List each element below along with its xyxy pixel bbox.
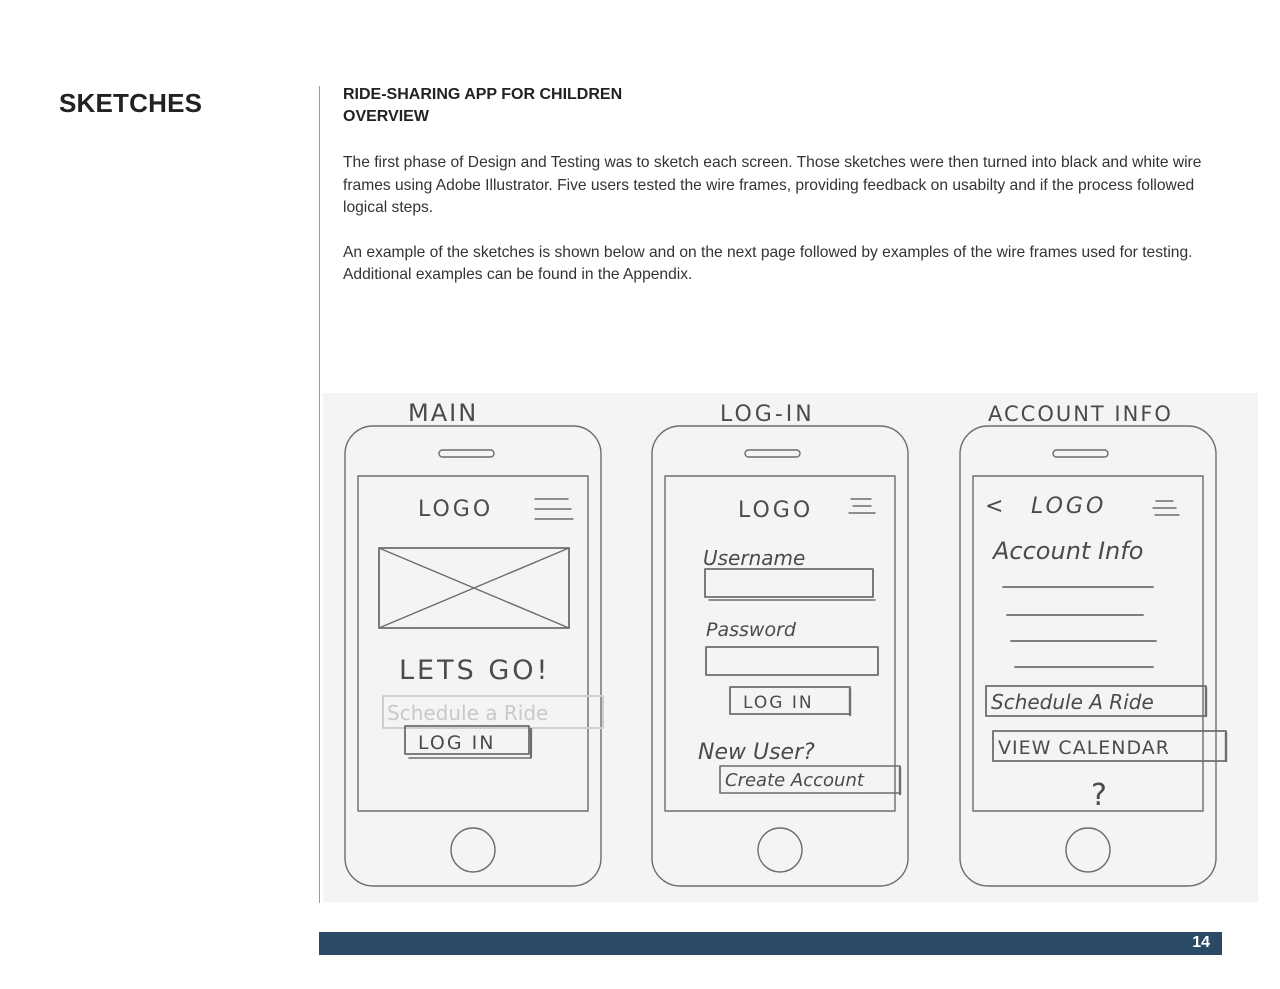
page-header bbox=[343, 84, 622, 128]
account-logo: LOGO bbox=[1031, 494, 1107, 519]
login-button-label: LOG IN bbox=[743, 693, 814, 713]
account-label: ACCOUNT INFO bbox=[988, 402, 1173, 426]
main-faded-text: Schedule a Ride bbox=[387, 701, 549, 725]
main-login-label: LOG IN bbox=[418, 732, 496, 754]
main-cta: LETS GO! bbox=[399, 655, 551, 686]
section-title: SKETCHES bbox=[59, 88, 203, 118]
vertical-divider bbox=[319, 86, 320, 903]
new-user-text: New User? bbox=[698, 740, 815, 765]
paragraph-1: The first phase of Design and Testing was to sketch each screen. Those sketches were then turned into black and white wire frames using Adobe Illustrator. Five users tested the wire frames, providing feedback on usabilty and if the process followed logical steps. bbox=[343, 154, 1202, 217]
back-chevron: < bbox=[985, 494, 1004, 519]
login-label: LOG-IN bbox=[720, 402, 815, 427]
sketch-image bbox=[323, 393, 1258, 902]
schedule-ride-label: Schedule A Ride bbox=[991, 690, 1154, 714]
overview-text bbox=[343, 152, 1213, 309]
main-label: MAIN bbox=[408, 399, 479, 427]
page-number: 14 bbox=[1192, 934, 1210, 951]
paragraph-2: An example of the sketches is shown below and on the next page followed by examples of the wire frames used for testing. Additional examples can be found in the Appendix. bbox=[343, 243, 1193, 284]
main-logo: LOGO bbox=[418, 497, 494, 522]
phone-login bbox=[652, 426, 908, 886]
account-heading: Account Info bbox=[993, 537, 1144, 565]
create-account-label: Create Account bbox=[725, 770, 864, 791]
header-title: RIDE-SHARING APP FOR CHILDREN bbox=[343, 86, 623, 103]
username-label: Username bbox=[703, 546, 806, 570]
help-question-mark: ? bbox=[1091, 778, 1107, 813]
footer-bar bbox=[319, 932, 1222, 955]
view-calendar-label: VIEW CALENDAR bbox=[998, 737, 1170, 759]
password-label: Password bbox=[706, 619, 796, 641]
login-logo: LOGO bbox=[738, 498, 814, 523]
header-subtitle: OVERVIEW bbox=[343, 108, 429, 125]
